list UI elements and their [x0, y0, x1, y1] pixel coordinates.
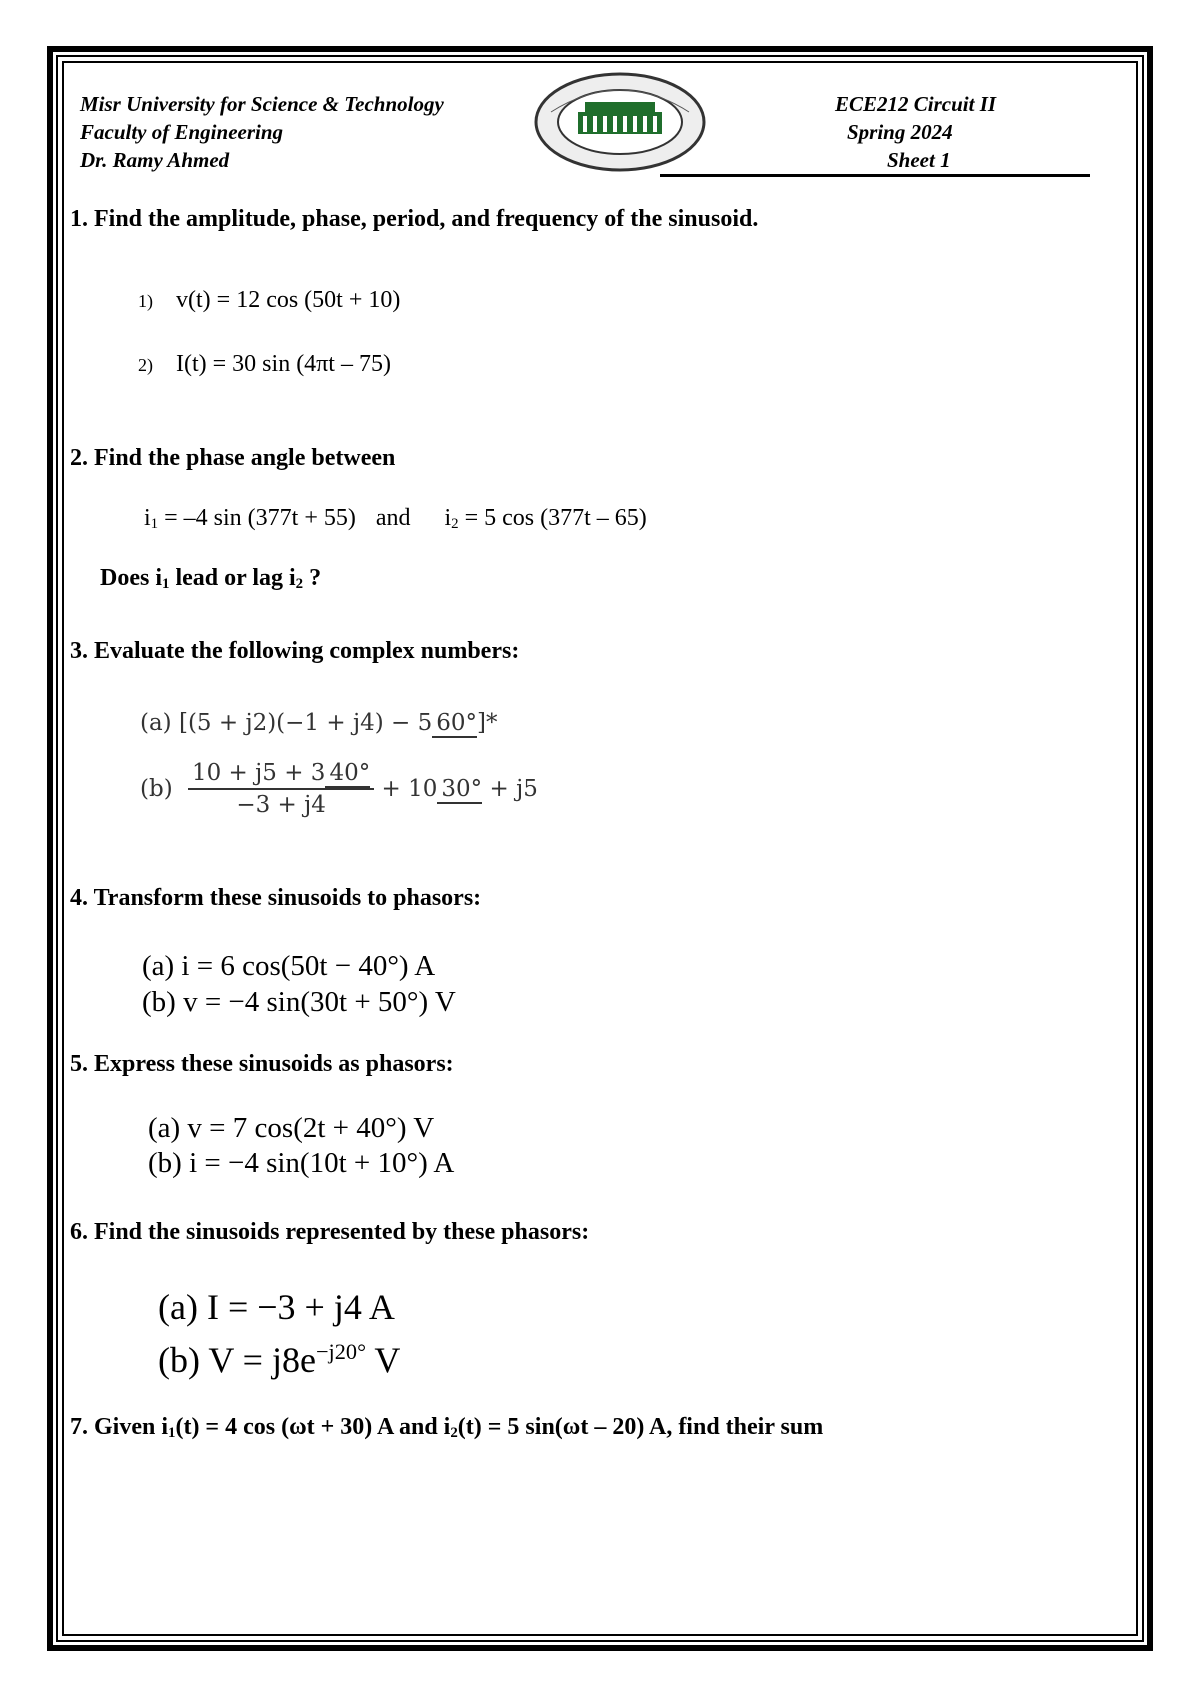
term: Spring 2024 — [847, 120, 953, 144]
sheet-number: Sheet 1 — [887, 148, 951, 172]
i2-expression: = 5 cos (377t – 65) — [458, 505, 647, 531]
header-left — [80, 90, 444, 174]
item-number: 1) — [138, 291, 153, 311]
item-number: 2) — [138, 355, 153, 375]
angle-symbol: 60° — [432, 710, 477, 738]
question-6-part-b: (b) $V = j8e^{-j20^\circ}$ V — [158, 1339, 401, 1380]
header-right — [835, 90, 996, 174]
question-3-part-a: (a) [(5 + j2)(−1 + j4) − 5 60°]* — [140, 710, 498, 736]
question-5-part-a: (a) v = 7 cos(2t + 40°) V — [148, 1112, 435, 1144]
i1-expression: = –4 sin (377t + 55) — [158, 505, 356, 531]
question-1-item-1 — [138, 285, 400, 316]
question-7-title: 7. Given $i_1(t) = 4$ cos (ωt + 30) A and $i_2(t) = 5$ sin(ωt – 20) A, find their sum — [70, 1414, 824, 1441]
question-2-title: 2. Find the phase angle between — [70, 445, 396, 471]
item-expression: I(t) = 30 sin (4πt – 75) — [176, 351, 391, 377]
question-2-subquestion: Does $i_1$ lead or lag $i_2$ ? — [100, 565, 322, 592]
question-4-part-a: (a) i = 6 cos(50t − 40°) A — [142, 950, 436, 982]
question-1-item-2 — [138, 349, 391, 380]
question-6-part-a: (a) I = −3 + j4 A — [158, 1287, 395, 1327]
question-5-title: 5. Express these sinusoids as phasors: — [70, 1051, 454, 1077]
course-name: ECE212 Circuit II — [835, 92, 997, 116]
question-2-expressions — [144, 503, 647, 539]
faculty-name: Faculty of Engineering — [80, 120, 284, 144]
question-1-title: 1. Find the amplitude, phase, period, and frequency of the sinusoid. — [70, 206, 759, 232]
question-4-part-b: (b) v = −4 sin(30t + 50°) V — [142, 986, 456, 1018]
question-3-title: 3. Evaluate the following complex numbers: — [70, 638, 520, 664]
fraction-denominator: −3 + j4 — [236, 792, 326, 818]
header-rule — [660, 174, 1090, 177]
fraction-numerator: 10 + j5 + 3 40° — [188, 760, 374, 790]
i2-subscript: 2 — [451, 516, 459, 532]
question-5-part-b: (b) i = −4 sin(10t + 10°) A — [148, 1147, 455, 1179]
university-logo — [533, 72, 708, 172]
university-name: Misr University for Science & Technology — [80, 92, 444, 116]
fraction — [188, 760, 374, 818]
question-6-title: 6. Find the sinusoids represented by these phasors: — [70, 1219, 590, 1245]
question-4-title: 4. Transform these sinusoids to phasors: — [70, 885, 482, 911]
item-expression: v(t) = 12 cos (50t + 10) — [176, 287, 401, 313]
i2-label: i — [444, 505, 452, 531]
question-3-part-b: (b) $\frac{10 + j5 + 3 40^\circ}{-3 + j4}$ + 10 30° + j5 — [140, 760, 538, 818]
instructor-name: Dr. Ramy Ahmed — [80, 148, 230, 172]
and-word: and — [375, 505, 411, 531]
i1-subscript: 1 — [150, 516, 159, 532]
i1-label: i — [144, 505, 151, 531]
